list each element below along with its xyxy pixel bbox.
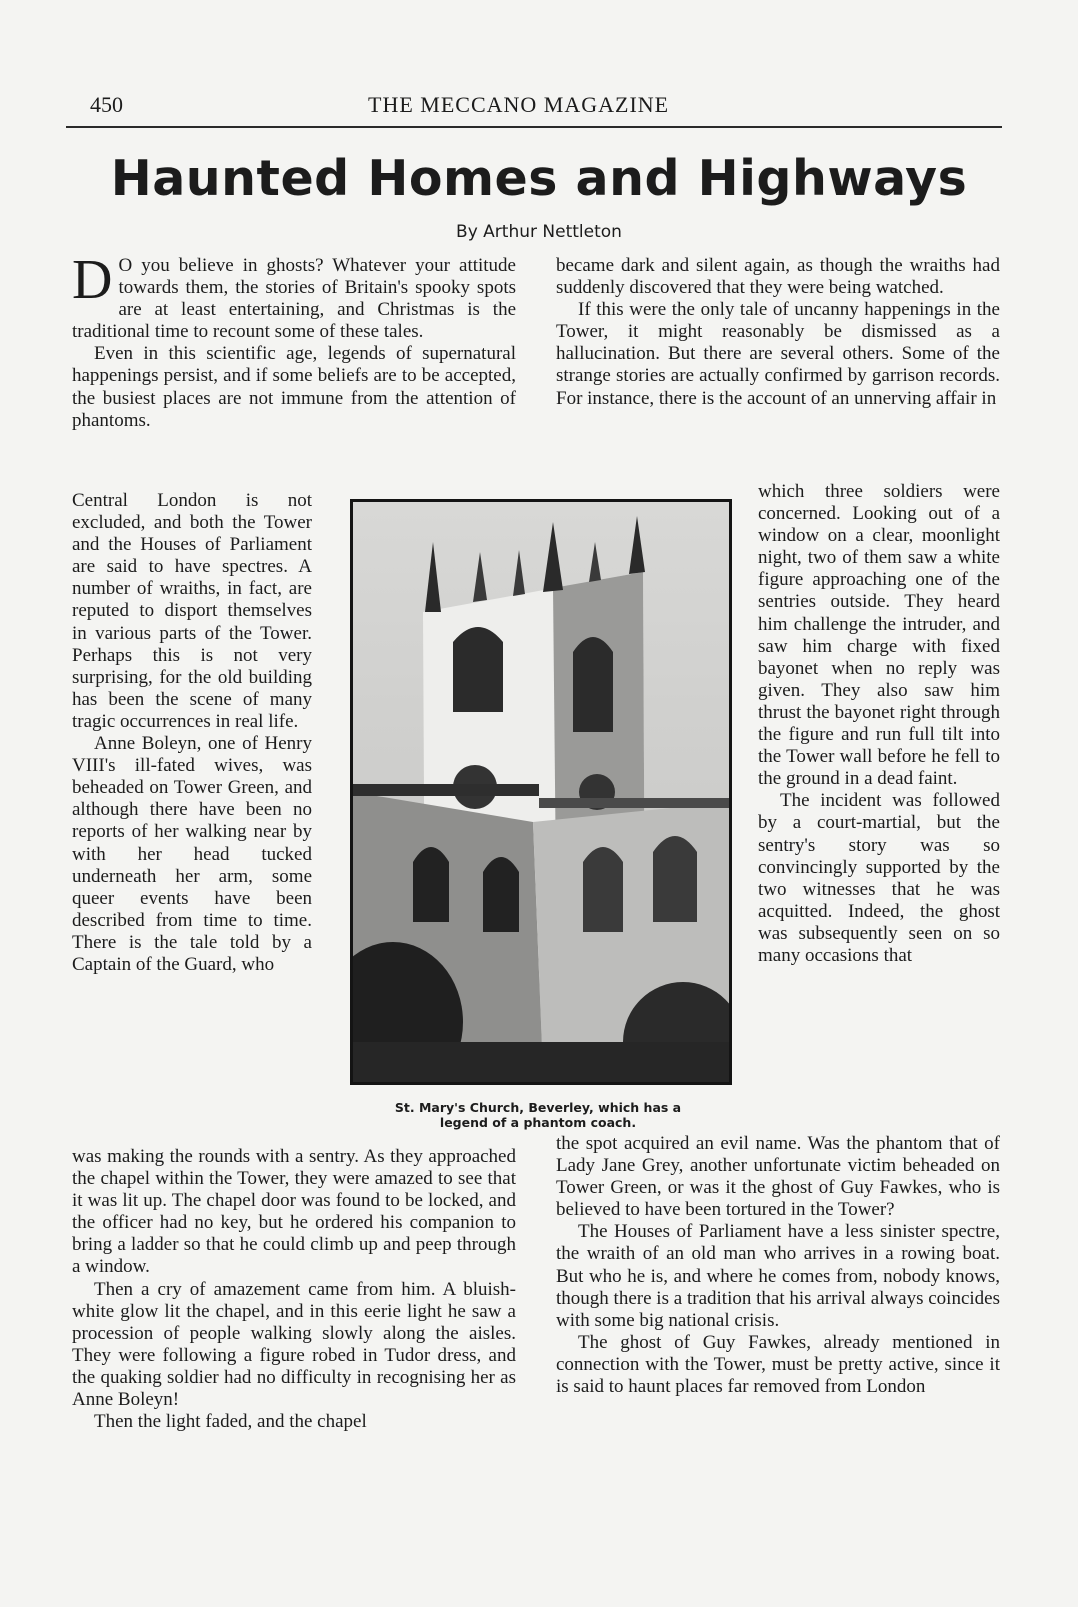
paragraph-parliament: The Houses of Parliament have a less sinister spectre, the wraith of an old man who arrives in a rowing boat. But who he is, and where he comes from, nobody knows, though there is a tradition that his arrival always coincides with some big national crisis. <box>556 1221 1000 1331</box>
left-column-narrow <box>72 490 312 976</box>
page-header <box>90 92 1002 126</box>
paragraph-central-london: Central London is not excluded, and both the Tower and the Houses of Parliament are said to have spectres. A number of wraiths, in fact, are reputed to disport themselves in various parts of the Tower. Perhaps this is not very surprising, for the old building has been the scene of many tragic occurrences in real life. <box>72 490 312 732</box>
paragraph-guy-fawkes: The ghost of Guy Fawkes, already mentioned in connection with the Tower, must be pretty active, since it is said to haunt places far removed from London <box>556 1331 1000 1398</box>
caption-line-2: legend of a phantom coach. <box>439 1115 637 1130</box>
paragraph-dark-silent: became dark and silent again, as though the wraiths had suddenly discovered that they were being watched. <box>556 255 1000 299</box>
paragraph-intro <box>72 249 516 343</box>
page-number: 450 <box>90 92 123 117</box>
paragraph-evil-name: the spot acquired an evil name. Was the phantom that of Lady Jane Grey, another unfortunate victim beheaded on Tower Green, or was it the ghost of Guy Fawkes, who is believed to have been tortured in the Tower? <box>556 1133 1000 1221</box>
paragraph-scientific-age: Even in this scientific age, legends of supernatural happenings persist, and if some beliefs are to be accepted, the busiest places are not immune from the attention of phantoms. <box>72 343 516 431</box>
paragraph-intro-text: O you believe in ghosts? Whatever your attitude towards them, the stories of Britain's spooky spots are at least entertaining, and Christmas is the traditional time to recount some of these tales. <box>72 255 516 343</box>
paragraph-uncanny: If this were the only tale of uncanny happenings in the Tower, it might reasonably be dismissed as a hallucination. But there are several others. Some of the strange stories are actually confirmed by garrison records. For instance, there is the account of an unnerving affair in <box>556 299 1000 409</box>
paragraph-sentry: was making the rounds with a sentry. As they approached the chapel within the Tower, they were amazed to see that it was lit up. The chapel door was found to be locked, and the officer had no key, but he ordered his companion to bring a ladder so that he could climb up and peep through a window. <box>72 1146 516 1278</box>
magazine-title: THE MECCANO MAGAZINE <box>368 92 670 117</box>
photo-caption <box>330 1100 746 1130</box>
paragraph-cry: Then a cry of amazement came from him. A bluish-white glow lit the chapel, and in this eerie light he saw a procession of people walking slowly along the aisles. They were following a figure robed in Tudor dress, and the quaking soldier had no difficulty in recognising her as Anne Boleyn! <box>72 1278 516 1411</box>
paragraph-court-martial: The incident was followed by a court-martial, but the sentry's story was so convincingly supported by the two witnesses that he was acquitted. Indeed, the ghost was subsequently seen on so many occasions that <box>758 790 1000 966</box>
right-column-narrow <box>758 481 1000 967</box>
paragraph-light-faded: Then the light faded, and the chapel <box>94 1411 367 1433</box>
church-photo <box>350 499 732 1085</box>
right-column-top <box>556 255 1000 410</box>
paragraph-three-soldiers: which three soldiers were concerned. Looking out of a window on a clear, moonlight night, two of them saw a white figure approaching one of the sentries outside. They heard him challenge the intruder, and saw him charge with fixed bayonet when no reply was given. They also saw him thrust the bayonet right through the figure and run full tilt into the Tower wall before he fell to the ground in a dead faint. <box>758 481 1000 790</box>
paragraph-anne-boleyn: Anne Boleyn, one of Henry VIII's ill-fated wives, was beheaded on Tower Green, and although there have been no reports of her walking near by with her head tucked underneath her arm, some queer events have been described from time to time. There is the tale told by a Captain of the Guard, who <box>72 733 312 975</box>
right-column-bottom <box>556 1133 1000 1398</box>
left-column-bottom <box>72 1146 516 1433</box>
caption-line-1: St. Mary's Church, Beverley, which has a <box>394 1100 682 1115</box>
left-column-top <box>72 249 516 432</box>
article-title: Haunted Homes and Highways <box>110 150 968 207</box>
header-rule <box>66 126 1002 128</box>
article-byline: By Arthur Nettleton <box>456 222 622 242</box>
drop-cap: D <box>72 249 113 311</box>
church-illustration <box>353 502 729 1082</box>
